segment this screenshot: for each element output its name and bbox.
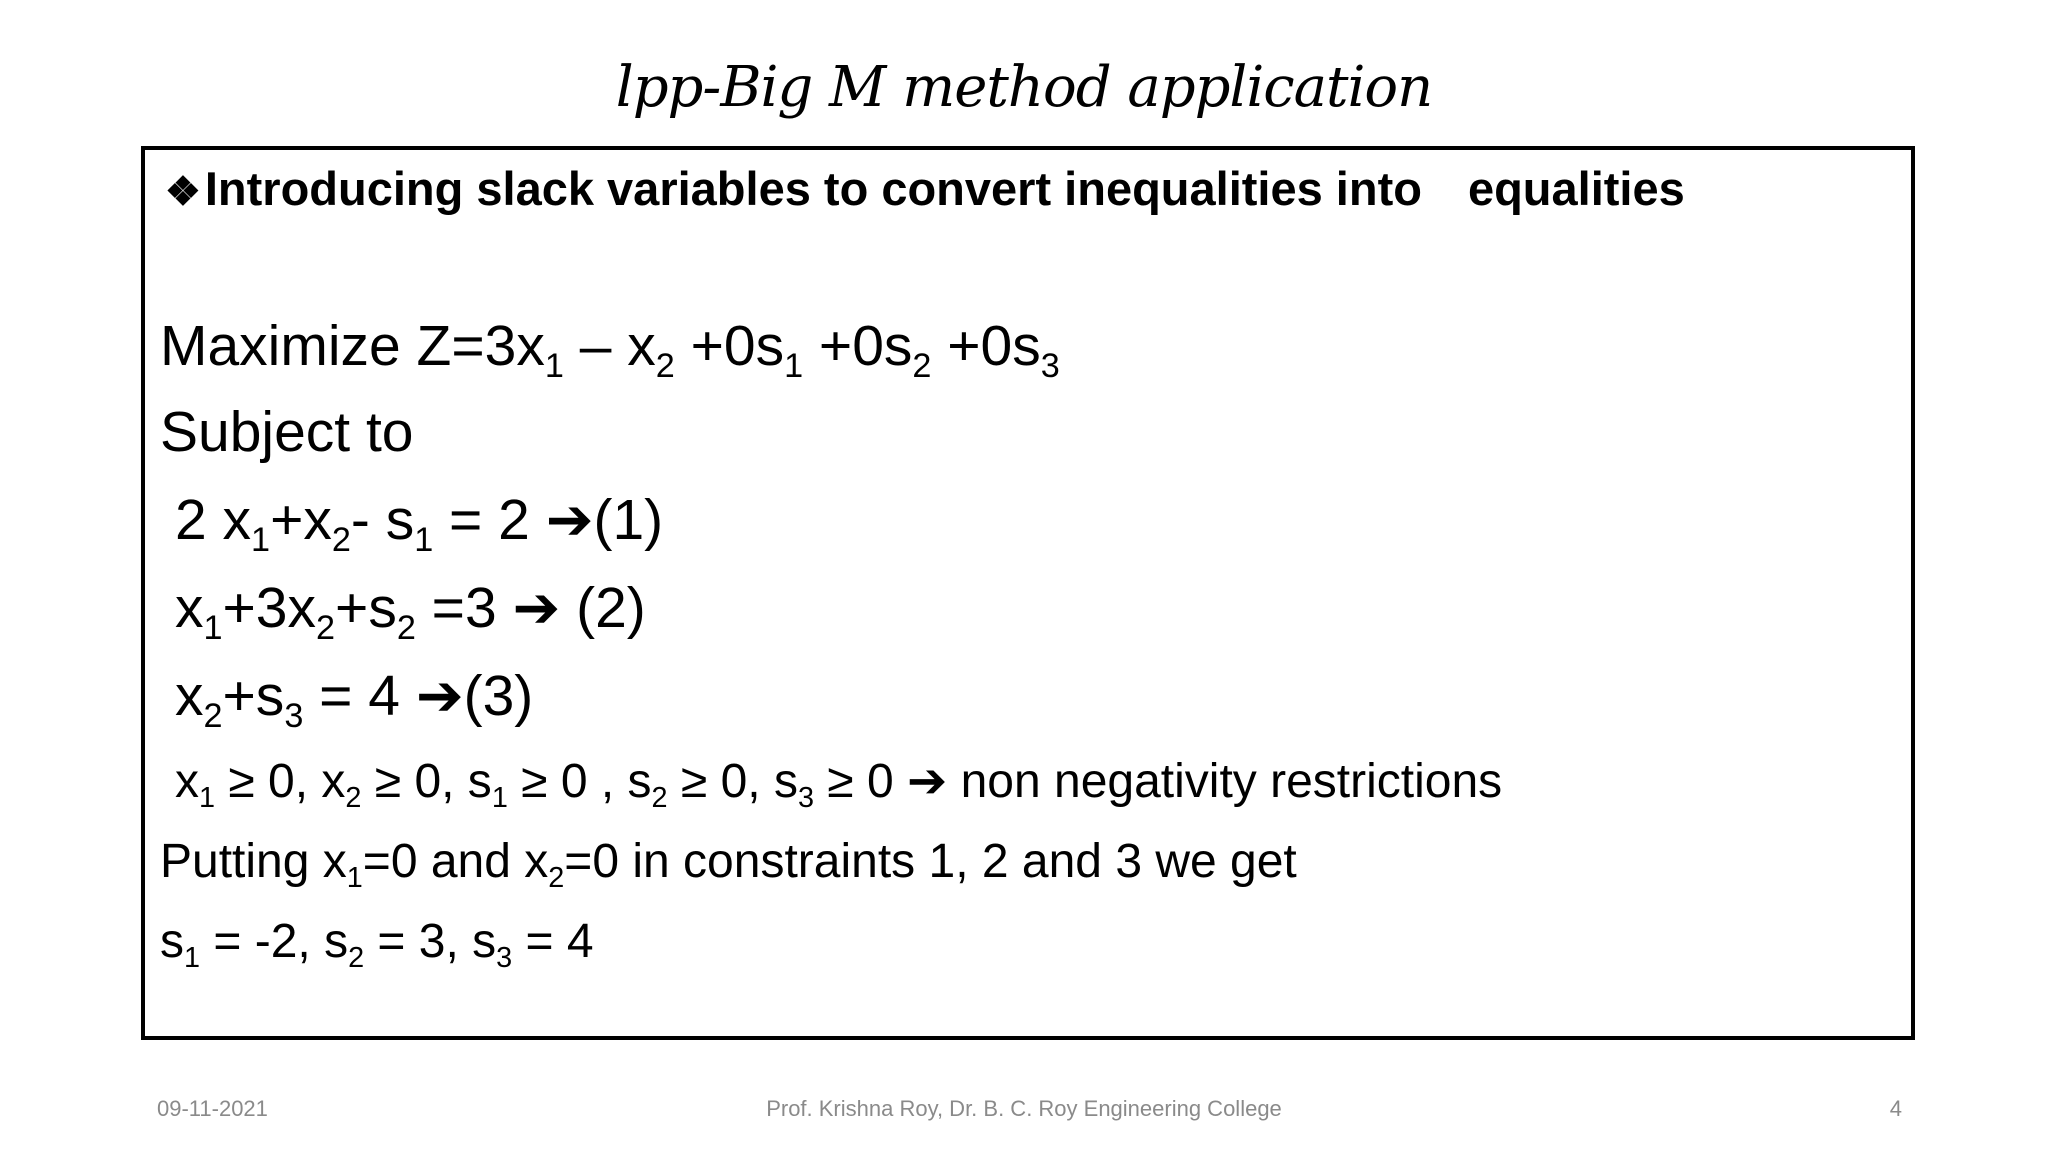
nonneg-text: ≥ 0, s — [361, 755, 492, 808]
constraint-text: - s — [350, 488, 415, 552]
subscript: 3 — [284, 696, 304, 735]
subscript: 2 — [203, 696, 223, 735]
slide-title: lpp-Big M method application — [615, 55, 1433, 120]
constraint-text: x — [175, 576, 204, 640]
putting-line — [160, 827, 1297, 897]
putting-text: =0 in constraints 1, 2 and 3 we get — [564, 835, 1297, 888]
nonneg-text: non negativity restrictions — [947, 755, 1503, 808]
subscript: 2 — [331, 520, 351, 559]
right-arrow-icon: ➔ — [512, 576, 561, 640]
constraint-text: = 4 — [303, 664, 416, 728]
bullet-heading — [165, 154, 1685, 227]
subscript: 2 — [655, 346, 675, 385]
subscript: 1 — [184, 942, 201, 975]
right-arrow-icon: ➔ — [907, 755, 948, 808]
subject-to-label: Subject to — [160, 400, 414, 464]
right-arrow-icon: ➔ — [415, 664, 464, 728]
footer-page-number: 4 — [1889, 1096, 1902, 1121]
subscript: 2 — [345, 782, 362, 815]
subscript: 1 — [251, 520, 271, 559]
subscript: 2 — [912, 346, 932, 385]
constraint-label: (2) — [560, 576, 646, 640]
subscript: 2 — [348, 942, 365, 975]
subscript: 1 — [203, 608, 223, 647]
objective-text: +0s — [674, 314, 785, 378]
putting-text: Putting x — [160, 835, 347, 888]
non-negativity-line — [175, 747, 1502, 817]
objective-text: +0s — [803, 314, 913, 378]
subscript: 1 — [491, 782, 508, 815]
footer-author: Prof. Krishna Roy, Dr. B. C. Roy Engineering College — [766, 1096, 1282, 1121]
constraint-text: x — [175, 664, 204, 728]
subscript: 1 — [199, 782, 216, 815]
diamond-bullet-icon: ❖ — [165, 170, 201, 214]
constraint-label: (3) — [463, 664, 534, 728]
nonneg-text: ≥ 0, x — [215, 755, 346, 808]
subscript: 3 — [496, 942, 513, 975]
constraint-text: +s — [335, 576, 397, 640]
objective-text: – x — [563, 314, 656, 378]
nonneg-text: x — [175, 755, 199, 808]
constraint-3 — [175, 656, 533, 736]
objective-function — [160, 306, 1060, 386]
constraint-2 — [175, 568, 646, 648]
subscript: 2 — [316, 608, 336, 647]
result-text: = -2, s — [200, 915, 349, 968]
constraint-text: +s — [222, 664, 285, 728]
result-text: = 3, s — [364, 915, 497, 968]
objective-text: +0s — [931, 314, 1041, 378]
subscript: 2 — [396, 608, 416, 647]
nonneg-text: ≥ 0 , s — [507, 755, 652, 808]
content-box — [141, 146, 1915, 1040]
subscript: 1 — [346, 862, 363, 895]
constraint-text: = 2 — [433, 488, 546, 552]
constraint-text: 2 x — [175, 488, 252, 552]
heading-text-part1: Introducing slack variables to convert inequalities into — [204, 162, 1422, 215]
putting-text: =0 and x — [362, 835, 549, 888]
nonneg-text: ≥ 0 — [813, 755, 908, 808]
constraint-text: =3 — [415, 576, 513, 640]
constraint-text: +x — [270, 488, 332, 552]
subscript: 1 — [414, 520, 434, 559]
objective-text: Maximize Z=3x — [160, 314, 545, 378]
constraint-label: (1) — [593, 488, 664, 552]
result-text: s — [160, 915, 184, 968]
footer-date: 09-11-2021 — [157, 1096, 268, 1121]
subscript: 1 — [544, 346, 564, 385]
subscript: 2 — [651, 782, 668, 815]
constraint-text: +3x — [222, 576, 317, 640]
subscript: 1 — [784, 346, 804, 385]
result-line — [160, 907, 594, 977]
nonneg-text: ≥ 0, s — [667, 755, 798, 808]
subscript: 3 — [1040, 346, 1060, 385]
result-text: = 4 — [512, 915, 594, 968]
right-arrow-icon: ➔ — [545, 488, 594, 552]
constraint-1 — [175, 480, 663, 560]
subscript: 2 — [548, 862, 565, 895]
heading-text-part2: equalities — [1467, 162, 1685, 215]
subscript: 3 — [797, 782, 814, 815]
